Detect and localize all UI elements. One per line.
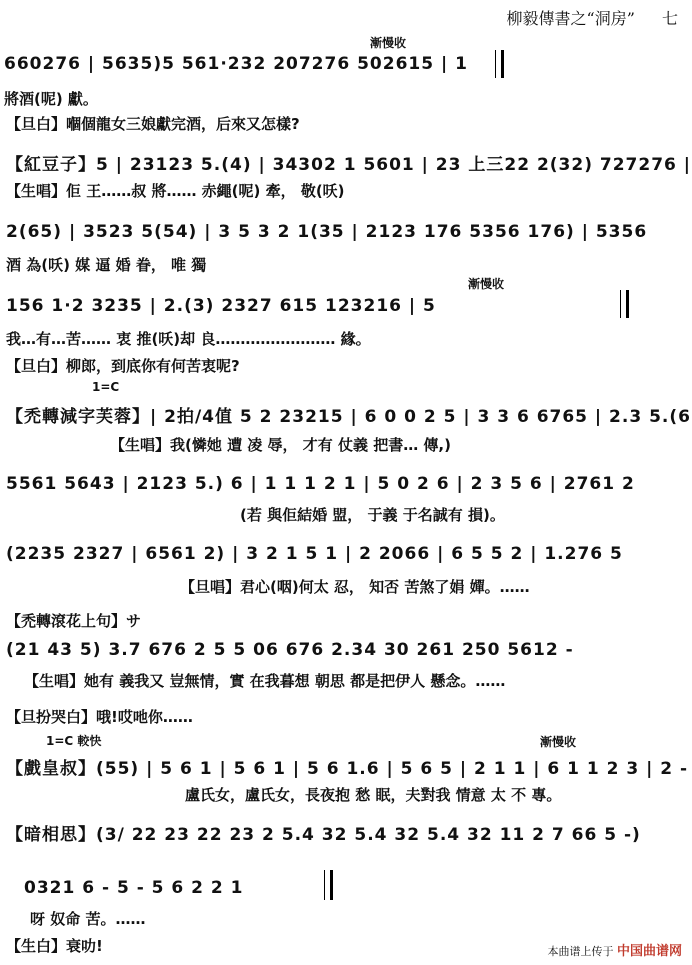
notation-line-11: 0321 6 - 5 - 5 6 2 2 1 [24,878,244,898]
notation-line-8: (21 43 5) 3.7 676 2 5 5 06 676 2.34 30 261 250 5612 - [6,640,574,660]
double-barline-2 [620,290,629,318]
notation-line-4: 156 1·2 3235 | 2.(3) 2327 615 123216 | 5 [6,296,436,316]
tempo-marking-3: 漸慢收 [540,735,577,749]
site-logo[interactable]: 中国曲谱网 [616,944,682,959]
notation-line-5: 【禿轉減字芙蓉】| 2拍/4值 5 2 23215 | 6 0 0 2 5 | 3 3 6 6765 | 2.3 5.(6 [6,407,691,427]
lyrics-line-11: 呀 奴命 苦。…… [30,910,146,928]
lyrics-line-9: 盧氏女，盧氏女，長夜抱 愁 眠，夫對我 情意 太 不 專。 [185,786,562,804]
page-header [507,6,678,29]
key-signature: 1=C [92,380,120,394]
lyrics-line-2: 【生唱】佢 王……叔 將…… 赤繩(呢) 牽， 敬(㕭) [6,182,345,200]
score-title: 柳毅傳書之“洞房” [506,9,635,28]
lyrics-line-3: 酒 為(㕭) 媒 逼 婚 眷， 唯 獨 [6,256,207,274]
notation-line-9: 【戲皇叔】(55) | 5 6 1 | 5 6 1 | 5 6 1.6 | 5 6 5 | 2 1 1 | 6 1 1 2 3 | 2 - [6,759,689,779]
dialogue-line-3: 【禿轉滾花上句】サ [6,612,142,630]
dialogue-line-5: 【生白】衰叻! [6,937,103,955]
lyrics-line-8: 【生唱】她有 義我又 豈無情，實 在我暮想 朝思 都是把伊人 懸念。…… [24,672,506,690]
lyrics-line-4: 我…有…苦…… 衷 推(㕭)却 良…………………… 緣。 [6,330,371,348]
notation-line-1: 660276 | 5635)5 561·232 207276 502615 | 1 [4,54,468,74]
page-number: 七 [661,9,678,28]
footer-text: 本曲谱上传于 [547,945,614,958]
lyrics-line-6: (若 與佢結婚 盟， 于義 于名誠有 損)。 [240,506,505,524]
dialogue-line-4: 【旦扮哭白】哦!哎吔你…… [6,708,193,726]
dialogue-line-1: 【旦白】嗰個龍女三娘獻完酒，后來又怎樣? [6,115,300,133]
double-barline-3 [324,870,333,900]
double-barline [495,50,504,78]
footer [547,940,682,959]
dialogue-line-2: 【旦白】柳郎，到底你有何苦衷呢? [6,357,240,375]
notation-line-6: 5561 5643 | 2123 5.) 6 | 1 1 1 2 1 | 5 0 2 6 | 2 3 5 6 | 2761 2 [6,474,635,494]
notation-line-10: 【暗相思】(3/ 22 23 22 23 2 5.4 32 5.4 32 5.4 32 11 2 7 66 5 -) [6,825,641,845]
lyrics-line-7: 【旦唱】君心(咽)何太 忍， 知否 苦煞了娟 嬋。…… [180,578,530,596]
notation-line-2: 【紅豆子】5 | 23123 5.(4) | 34302 1 5601 | 23 上三22 2(32) 727276 | [6,155,691,175]
notation-line-3: 2(65) | 3523 5(54) | 3 5 3 2 1(35 | 2123 176 5356 176) | 5356 [6,222,648,242]
lyrics-line-5: 【生唱】我(憐她 遭 凌 辱， 才有 仗義 把書… 傳,) [110,436,451,454]
key-signature-2: 1=C 較快 [46,734,102,748]
lyrics-line-1: 將酒(呢) 獻。 [4,90,98,108]
tempo-marking: 漸慢收 [370,36,407,50]
tempo-marking-2: 漸慢收 [468,277,505,291]
notation-line-7: (2235 2327 | 6561 2) | 3 2 1 5 1 | 2 2066 | 6 5 5 2 | 1.276 5 [6,544,623,564]
